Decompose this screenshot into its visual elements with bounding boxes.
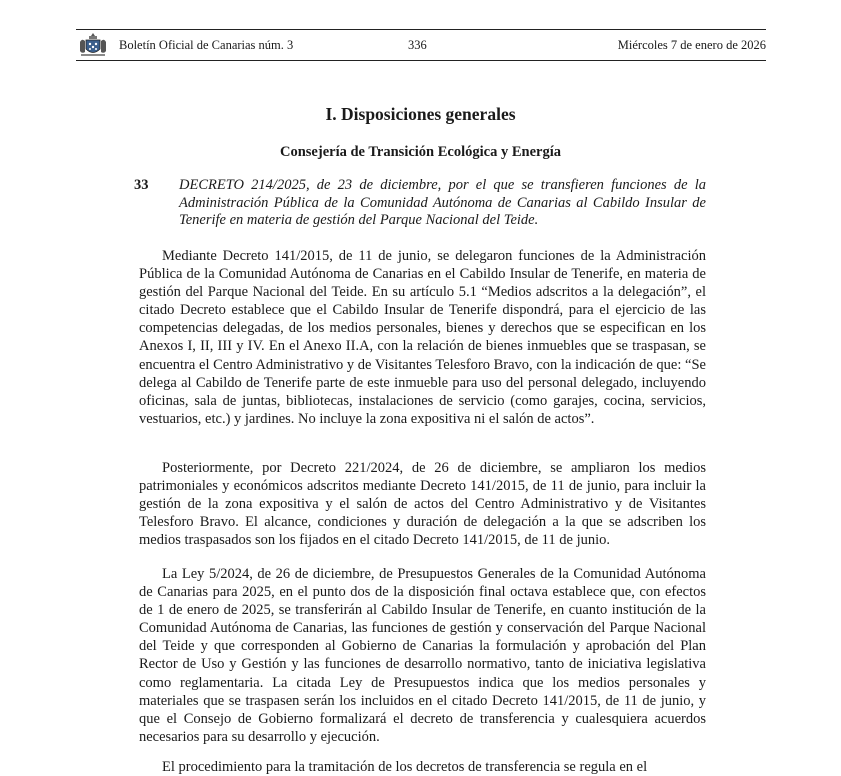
section-title: I. Disposiciones generales <box>325 104 516 124</box>
publication-date: Miércoles 7 de enero de 2026 <box>617 38 766 52</box>
body-paragraph: Posteriormente, por Decreto 221/2024, de 26 de diciembre, se ampliaron los medios patrimoniales y económicos adscritos mediante Decreto 141/2015, de 11 de junio, para incluir la gestión de la zona expositiva y el salón de actos del Centro Administrativo y de Visitantes Telesforo Bravo. El alcance, condiciones y duración de delegación a la que se adscriben los medios traspasados son los fijados en el citado Decreto 141/2015, de 11 de junio. <box>139 460 706 549</box>
page-number: 336 <box>408 38 427 52</box>
page-header <box>76 29 766 61</box>
body-paragraph: Mediante Decreto 141/2015, de 11 de junio, se delegaron funciones de la Administración Pública de la Comunidad Autónoma de Canarias en el Cabildo Insular de Tenerife, en materia de gestión del Parque Nacional del Teide. En su artículo 5.1 “Medios adscritos a la delegación”, el citado Decreto establece que el Cabildo Insular de Tenerife dispondrá, para el ejercicio de las competencias delegadas, de los medios personales, bienes y derechos que se especifican en los Anexos I, II, III y IV. En el Anexo II.A, con la relación de bienes inmuebles que se traspasan, se encuentra el Centro Administrativo y de Visitantes Telesforo Bravo, con la indicación de que: “Se delega al Cabildo de Tenerife parte de este inmueble para uso del personal delegado, incluyendo oficinas, sala de juntas, bibliotecas, instalaciones de servicio (como garajes, cocina, servicios, vestuarios, etc.) y jardines. No incluye la zona expositiva ni el salón de actos”. <box>139 248 706 427</box>
subsection-title: Consejería de Transición Ecológica y Energía <box>280 144 561 160</box>
body-paragraph: El procedimiento para la tramitación de los decretos de transferencia se regula en el <box>162 759 648 775</box>
decree-number: 33 <box>134 177 149 193</box>
body-paragraph: La Ley 5/2024, de 26 de diciembre, de Presupuestos Generales de la Comunidad Autónoma de Canarias para 2025, en el punto dos de la disposición final octava establece que, con efectos de 1 de enero de 2025, se transferirán al Cabildo Insular de Tenerife, en cuanto institución de la Comunidad Autónoma de Canarias, las funciones de gestión y conservación del Parque Nacional del Teide y que corresponden al Gobierno de Canarias la formulación y aprobación del Plan Rector de Uso y Gestión y las funciones de desarrollo normativo, tanto de iniciativa legislativa como reglamentaria. La citada Ley de Presupuestos indica que los medios personales y materiales que se traspasen serán los incluidos en el citado Decreto 141/2015, de 11 de junio, y que el Consejo de Gobierno formalizará el decreto de transferencia y cualesquiera acuerdos necesarios para su desarrollo y ejecución. <box>139 566 706 745</box>
publication-name: Boletín Oficial de Canarias núm. 3 <box>119 38 294 52</box>
canarias-coat-of-arms-icon <box>78 32 108 58</box>
decree-title: DECRETO 214/2025, de 23 de diciembre, por el que se transfieren funciones de la Administración Pública de la Comunidad Autónoma de Canarias al Cabildo Insular de Tenerife en materia de gestión del Parque Nacional del Teide. <box>179 177 706 229</box>
